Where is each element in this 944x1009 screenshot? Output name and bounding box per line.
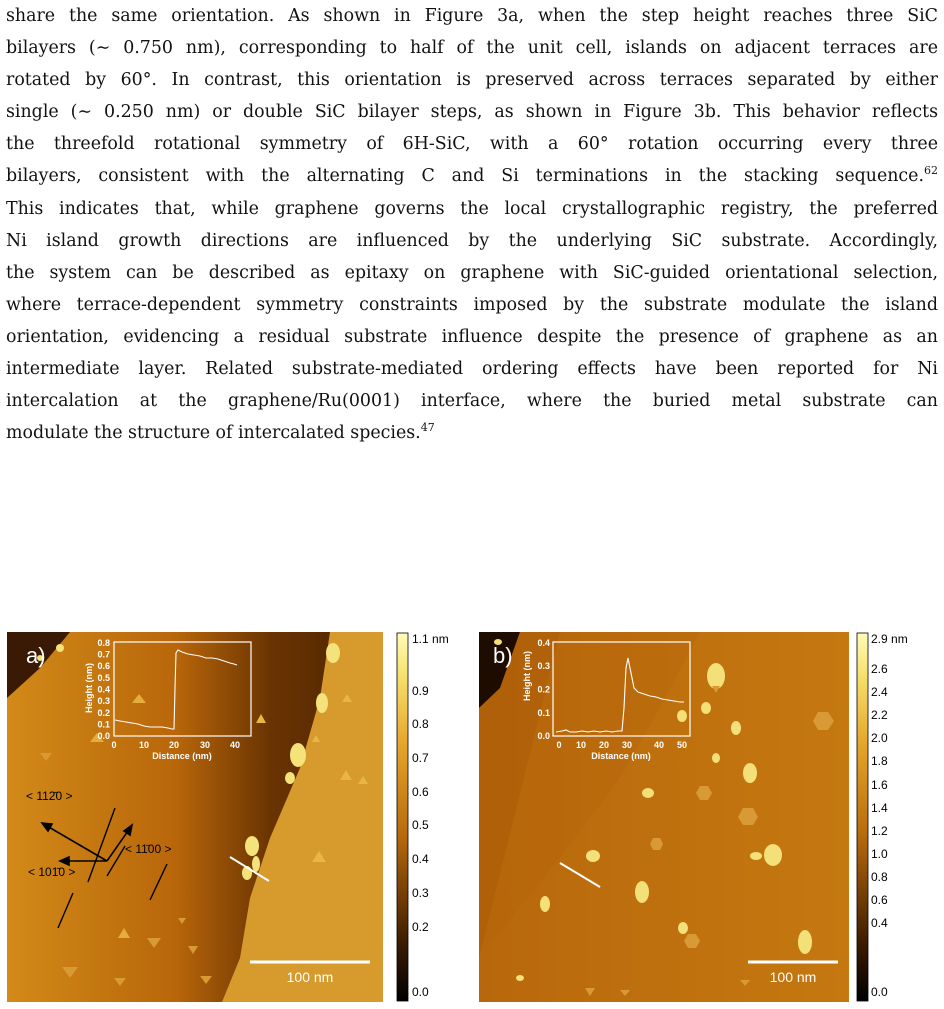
text-line: rotated by 60°. In contrast, this orientation is preserved across terraces separated by either <box>6 70 938 91</box>
tick-label: 0.9 <box>412 684 429 698</box>
tick-label: 0.3 <box>537 661 550 671</box>
tick-label: 1.1 nm <box>412 632 449 646</box>
tick-label: 50 <box>676 740 688 750</box>
text-line: the system can be described as epitaxy on graphene with SiC-guided orientational selection, <box>6 262 938 283</box>
tick-label: 0.4 <box>97 684 110 695</box>
figure-afm <box>0 628 944 1004</box>
colorbar-a-ticks <box>412 632 449 999</box>
tick-label: 0.2 <box>97 708 110 718</box>
tick-label: 2.4 <box>871 685 888 699</box>
direction-label-1010: < 101̄0 > <box>28 865 76 879</box>
tick-label: 0.3 <box>412 886 429 900</box>
tick-label: 30 <box>199 740 211 750</box>
tick-label: 0.4 <box>537 638 550 648</box>
tick-label: 0.8 <box>97 638 110 648</box>
tick-label: 0.8 <box>412 717 429 731</box>
tick-label: 0.8 <box>871 870 888 884</box>
tick-label: 0 <box>111 740 117 750</box>
tick-label: 0.7 <box>412 751 429 765</box>
inset-b-xlabel: Distance (nm) <box>591 751 651 761</box>
tick-label: 0.2 <box>537 684 550 695</box>
colorbar-b <box>857 633 868 1001</box>
tick-label: 0.5 <box>97 673 110 683</box>
tick-label: 0.0 <box>537 731 550 741</box>
tick-label: 40 <box>653 740 665 750</box>
text-line: bilayers, consistent with the alternating C and Si terminations in the stacking sequence. <box>6 166 924 187</box>
inset-a-ylabel: Height (nm) <box>84 663 94 713</box>
text-line: intercalation at the graphene/Ru(0001) interface, where the buried metal substrate can <box>6 391 938 412</box>
text-line-with-ref <box>6 417 938 449</box>
tick-label: 0.4 <box>871 916 888 930</box>
tick-label: 0.2 <box>412 920 429 934</box>
tick-label: 20 <box>168 740 180 750</box>
tick-label: 1.4 <box>871 801 888 815</box>
text-line: intermediate layer. Related substrate-mediated ordering effects have been reported for Ni <box>6 359 938 380</box>
inset-a-yticks <box>97 638 110 741</box>
tick-label: 10 <box>575 740 587 750</box>
tick-label: 1.8 <box>871 754 888 768</box>
scale-bar-label-a: 100 nm <box>286 969 334 985</box>
tick-label: 0.7 <box>97 649 110 660</box>
direction-label-1100: < 11̄00 > <box>125 842 172 856</box>
tick-label: 1.2 <box>871 824 888 838</box>
text-line: where terrace-dependent symmetry constraints imposed by the substrate modulate the island <box>6 294 938 315</box>
tick-label: 1.0 <box>871 847 888 861</box>
colorbar-b-ticks <box>871 632 908 999</box>
panel-label-b: b) <box>493 643 513 668</box>
tick-label: 1.6 <box>871 778 888 792</box>
tick-label: 0.5 <box>412 818 429 832</box>
text-line: single (∼ 0.250 nm) or double SiC bilayer steps, as shown in Figure 3b. This behavior reflects <box>6 102 938 123</box>
colorbar-a <box>397 633 408 1001</box>
body-paragraph <box>6 0 938 449</box>
afm-image-a <box>7 632 383 1002</box>
panel-label-a: a) <box>26 643 46 668</box>
tick-label: 0.3 <box>97 696 110 706</box>
tick-label: 20 <box>598 740 610 750</box>
text-line: Ni island growth directions are influenced by the underlying SiC substrate. Accordingly, <box>6 230 938 251</box>
tick-label: 2.9 nm <box>871 632 908 646</box>
citation-62[interactable]: 62 <box>924 164 938 178</box>
tick-label: 0.0 <box>97 731 110 741</box>
tick-label: 2.6 <box>871 662 888 676</box>
text-line: bilayers (∼ 0.750 nm), corresponding to half of the unit cell, islands on adjacent terraces are <box>6 38 938 59</box>
inset-a-xlabel: Distance (nm) <box>152 751 212 761</box>
tick-label: 0.6 <box>97 661 110 671</box>
tick-label: 40 <box>229 740 241 750</box>
tick-label: 0.6 <box>412 785 429 799</box>
tick-label: 10 <box>138 740 150 750</box>
tick-label: 0.0 <box>412 985 429 999</box>
text-line: orientation, evidencing a residual substrate influence despite the presence of graphene as an <box>6 326 938 347</box>
text-line: modulate the structure of intercalated species. <box>6 423 421 444</box>
tick-label: 2.2 <box>871 708 888 722</box>
tick-label: 0.1 <box>537 708 550 718</box>
text-line: the threefold rotational symmetry of 6H-SiC, with a 60° rotation occurring every three <box>6 134 938 155</box>
tick-label: 2.0 <box>871 731 888 745</box>
text-line-with-ref <box>6 160 938 192</box>
tick-label: 0.6 <box>871 893 888 907</box>
citation-47[interactable]: 47 <box>420 421 435 435</box>
text-line: share the same orientation. As shown in Figure 3a, when the step height reaches three SiC <box>6 6 938 26</box>
afm-image-b <box>479 632 849 1002</box>
tick-label: 0.4 <box>412 852 429 866</box>
tick-label: 30 <box>621 740 633 750</box>
direction-label-1120: < 112̄0 > <box>26 789 73 803</box>
inset-b-ylabel: Height (nm) <box>522 651 532 701</box>
text-line: This indicates that, while graphene governs the local crystallographic registry, the preferred <box>6 198 938 219</box>
tick-label: 0.0 <box>871 985 888 999</box>
tick-label: 0 <box>556 740 562 750</box>
tick-label: 0.1 <box>97 719 110 730</box>
scale-bar-label-b: 100 nm <box>769 969 817 985</box>
